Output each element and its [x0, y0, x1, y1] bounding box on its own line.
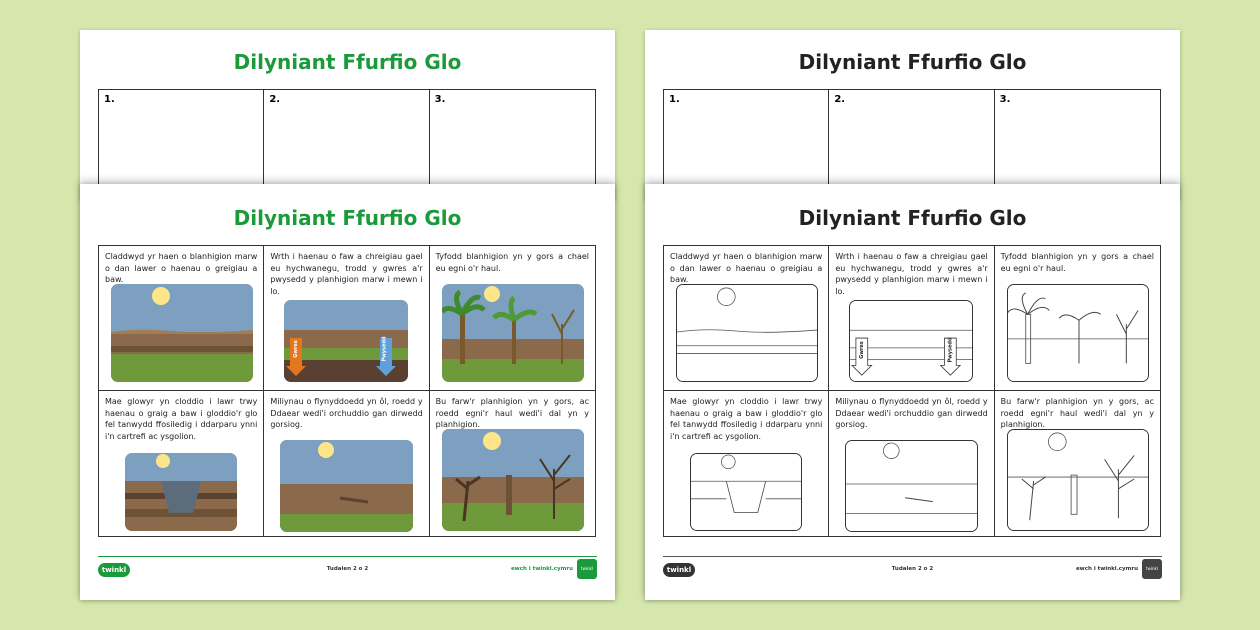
card-caption: Claddwyd yr haen o blanhigion marw o dan lawer o haenau o greigiau a baw. — [105, 252, 258, 284]
website-link[interactable]: ewch i twinkl.cymru — [1075, 566, 1138, 572]
dead-plants-illustration-outline — [1007, 429, 1149, 531]
card-caption: Claddwyd yr haen o blanhigion marw o dan lawer o haenau o greigiau a baw. — [670, 252, 823, 284]
mine-illustration-outline — [690, 453, 802, 531]
worksheet-page-2-bw — [645, 184, 1180, 600]
card-caption: Miliynau o flynyddoedd yn ôl, roedd y Ddaear wedi'i orchuddio gan dirwedd gorsiog. — [835, 397, 988, 429]
card-3 — [430, 246, 595, 391]
card-caption: Mae glowyr yn cloddio i lawr trwy haenau o graig a baw i gloddio'r glo fel tanwydd ffosiledig i ddarparu ynni i'n cartrefi ac ysgolion. — [105, 397, 258, 441]
card-caption: Miliynau o flynyddoedd yn ôl, roedd y Ddaear wedi'i orchuddio gan dirwedd gorsiog. — [270, 397, 423, 429]
card-4 — [664, 391, 829, 536]
marsh-illustration — [280, 440, 413, 532]
layers-illustration — [111, 284, 253, 382]
card-6 — [995, 391, 1160, 536]
heat-arrow-label: Gwres — [859, 341, 866, 359]
card-caption: Wrth i haenau o faw a chreigiau gael eu hychwanegu, trodd y gwres a'r pwysedd y planhigion marw i mewn i lo. — [270, 252, 423, 296]
card-1 — [99, 246, 264, 391]
card-caption: Tyfodd blanhigion yn y gors a chael eu egni o'r haul. — [1000, 252, 1154, 273]
quality-badge-icon: twinkl — [577, 559, 597, 579]
mine-illustration — [125, 453, 237, 531]
swamp-plants-illustration — [442, 284, 584, 382]
pressure-arrow-label: Pwysedd — [381, 336, 388, 362]
card-1 — [664, 246, 829, 391]
twinkl-logo: twinkl — [98, 563, 130, 577]
layers-illustration-outline — [676, 284, 818, 382]
twinkl-logo: twinkl — [663, 563, 695, 577]
page-title: Dilyniant Ffurfio Glo — [798, 206, 1027, 230]
card-5 — [829, 391, 994, 536]
page-number: Tudalen 2 o 2 — [326, 566, 369, 572]
dead-plants-illustration — [442, 429, 584, 531]
quality-badge-icon: twinkl — [1142, 559, 1162, 579]
marsh-illustration-outline — [845, 440, 978, 532]
answer-box-3: 3. — [434, 94, 446, 105]
card-caption: Bu farw'r planhigion yn y gors, ac roedd egni'r haul wedi'i dal yn y planhigion. — [435, 397, 589, 429]
page-footer — [98, 556, 597, 587]
worksheet-page-2-color — [80, 184, 615, 600]
answer-box-1: 1. — [664, 90, 829, 200]
swamp-plants-illustration-outline — [1007, 284, 1149, 382]
card-5 — [264, 391, 429, 536]
website-link[interactable]: ewch i twinkl.cymru — [510, 566, 573, 572]
card-2 — [829, 246, 994, 391]
card-2 — [264, 246, 429, 391]
picture-card-grid — [663, 245, 1161, 537]
page-title: Dilyniant Ffurfio Glo — [233, 206, 462, 230]
card-caption: Tyfodd blanhigion yn y gors a chael eu egni o'r haul. — [435, 252, 589, 273]
answer-box-1: 1. — [99, 90, 264, 200]
worksheet-page-1-color — [80, 30, 615, 200]
answer-box-2: 2. — [829, 90, 994, 200]
heat-pressure-illustration-outline — [849, 300, 973, 382]
heat-arrow-label: Gwres — [293, 340, 300, 358]
page-footer — [663, 556, 1162, 587]
card-3 — [995, 246, 1160, 391]
heat-pressure-illustration — [284, 300, 408, 382]
card-4 — [99, 391, 264, 536]
card-caption: Mae glowyr yn cloddio i lawr trwy haenau o graig a baw i gloddio'r glo fel tanwydd ffosiledig i ddarparu ynni i'n cartrefi ac ysgolion. — [670, 397, 823, 441]
pressure-arrow-label: Pwysedd — [947, 337, 954, 363]
picture-card-grid — [98, 245, 596, 537]
page-title: Dilyniant Ffurfio Glo — [233, 50, 462, 74]
page-title: Dilyniant Ffurfio Glo — [798, 50, 1027, 74]
card-6 — [430, 391, 595, 536]
worksheet-page-1-bw — [645, 30, 1180, 200]
page-number: Tudalen 2 o 2 — [891, 566, 934, 572]
answer-box-3: 3. — [999, 94, 1011, 105]
card-caption: Wrth i haenau o faw a chreigiau gael eu hychwanegu, trodd y gwres a'r pwysedd y planhigion marw i mewn i lo. — [835, 252, 988, 296]
answer-box-2: 2. — [264, 90, 429, 200]
card-caption: Bu farw'r planhigion yn y gors, ac roedd egni'r haul wedi'i dal yn y planhigion. — [1000, 397, 1154, 429]
